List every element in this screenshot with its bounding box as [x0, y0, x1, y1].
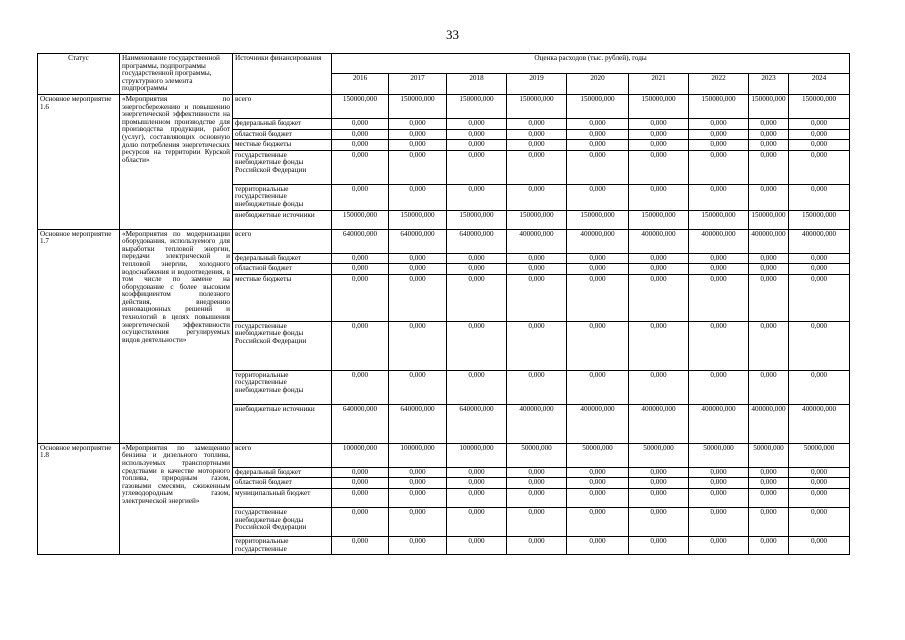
event-status: Основное мероприятие 1.8 — [38, 443, 120, 554]
header-year: 2019 — [507, 74, 567, 94]
expense-value: 0,000 — [447, 370, 507, 404]
expense-value: 150000,000 — [447, 94, 507, 118]
expense-value: 0,000 — [629, 370, 689, 404]
expense-value: 0,000 — [689, 118, 749, 129]
expense-value: 150000,000 — [749, 94, 789, 118]
expense-value: 0,000 — [389, 274, 447, 321]
expense-value: 0,000 — [749, 507, 789, 536]
expenditure-table — [37, 53, 850, 555]
expense-value: 150000,000 — [749, 210, 789, 229]
expense-value: 0,000 — [332, 488, 389, 507]
expense-value: 0,000 — [789, 370, 850, 404]
funding-source: областной бюджет — [233, 129, 332, 140]
expense-value: 0,000 — [749, 118, 789, 129]
expense-value: 0,000 — [507, 253, 567, 264]
expense-value: 0,000 — [507, 467, 567, 478]
expense-value: 0,000 — [749, 264, 789, 275]
expense-value: 50000,000 — [749, 443, 789, 467]
funding-source: внебюджетные источники — [233, 404, 332, 443]
table-row — [38, 94, 850, 118]
expense-value: 0,000 — [332, 274, 389, 321]
expense-value: 0,000 — [567, 274, 629, 321]
expense-value: 150000,000 — [332, 210, 389, 229]
expense-value: 0,000 — [629, 467, 689, 478]
header-estimate: Оценка расходов (тыс. рублей), годы — [332, 54, 850, 74]
expense-value: 0,000 — [332, 370, 389, 404]
expense-value: 0,000 — [447, 184, 507, 210]
expense-value: 640000,000 — [389, 229, 447, 253]
expense-value: 150000,000 — [629, 210, 689, 229]
event-status: Основное мероприятие 1.7 — [38, 229, 120, 443]
expense-value: 0,000 — [389, 118, 447, 129]
expense-value: 0,000 — [567, 507, 629, 536]
expense-value: 400000,000 — [567, 229, 629, 253]
expense-value: 50000,000 — [567, 443, 629, 467]
expense-value: 150000,000 — [789, 210, 850, 229]
funding-source: всего — [233, 443, 332, 467]
expense-value: 0,000 — [629, 321, 689, 370]
header-year: 2018 — [447, 74, 507, 94]
expense-value: 50000,000 — [629, 443, 689, 467]
expense-value: 0,000 — [689, 488, 749, 507]
expense-value: 400000,000 — [507, 229, 567, 253]
expense-value: 100000,000 — [389, 443, 447, 467]
expense-value: 150000,000 — [789, 94, 850, 118]
expense-value: 0,000 — [789, 140, 850, 151]
funding-source: местные бюджеты — [233, 140, 332, 151]
expense-value: 0,000 — [389, 264, 447, 275]
expense-value: 0,000 — [749, 274, 789, 321]
expense-value: 0,000 — [567, 118, 629, 129]
expense-value: 0,000 — [507, 264, 567, 275]
header-year: 2022 — [689, 74, 749, 94]
expense-value: 0,000 — [629, 140, 689, 151]
expense-value: 400000,000 — [689, 404, 749, 443]
header-year: 2020 — [567, 74, 629, 94]
expense-value: 0,000 — [689, 321, 749, 370]
expense-value: 0,000 — [789, 321, 850, 370]
expense-value: 0,000 — [689, 150, 749, 184]
expense-value: 150000,000 — [507, 94, 567, 118]
expense-value: 0,000 — [507, 140, 567, 151]
funding-source: областной бюджет — [233, 478, 332, 489]
expense-value: 0,000 — [789, 507, 850, 536]
expense-value: 0,000 — [332, 150, 389, 184]
expense-value: 150000,000 — [332, 94, 389, 118]
funding-source: территориальные государственные — [233, 536, 332, 554]
expense-value: 0,000 — [629, 264, 689, 275]
expense-value: 50000,000 — [789, 443, 850, 467]
expense-value: 0,000 — [789, 129, 850, 140]
expense-value: 0,000 — [507, 150, 567, 184]
event-name: «Мероприятия по энергосбережению и повышению энергетической эффективности на промышленном производстве для производства продукции, работ (услуг), составляющих основную долю потребления энергетических ресурсов на территории Курской области» — [120, 94, 233, 229]
expense-value: 0,000 — [749, 536, 789, 554]
expense-value: 0,000 — [567, 184, 629, 210]
expense-value: 0,000 — [389, 488, 447, 507]
expense-value: 0,000 — [332, 118, 389, 129]
header-year: 2021 — [629, 74, 689, 94]
expense-value: 0,000 — [567, 478, 629, 489]
expense-value: 0,000 — [447, 488, 507, 507]
funding-source: федеральный бюджет — [233, 253, 332, 264]
expense-value: 0,000 — [629, 478, 689, 489]
expense-value: 0,000 — [447, 150, 507, 184]
page-number: 33 — [446, 27, 459, 42]
expense-value: 0,000 — [689, 467, 749, 478]
expense-value: 0,000 — [567, 488, 629, 507]
expense-value: 0,000 — [507, 321, 567, 370]
expense-value: 0,000 — [332, 536, 389, 554]
expense-value: 50000,000 — [689, 443, 749, 467]
expense-value: 50000,000 — [507, 443, 567, 467]
expense-value: 0,000 — [389, 184, 447, 210]
header-name: Наименование государственной программы, подпрограммы государственной программы, структурного элемента подпрограммы — [120, 54, 233, 95]
expense-value: 0,000 — [447, 507, 507, 536]
table-row — [38, 229, 850, 253]
funding-source: областной бюджет — [233, 264, 332, 275]
expense-value: 0,000 — [629, 253, 689, 264]
expense-value: 400000,000 — [789, 229, 850, 253]
header-sources: Источники финансирования — [233, 54, 332, 95]
expense-value: 150000,000 — [389, 210, 447, 229]
expense-value: 0,000 — [629, 507, 689, 536]
expense-value: 0,000 — [689, 507, 749, 536]
expense-value: 0,000 — [689, 184, 749, 210]
expense-value: 0,000 — [447, 118, 507, 129]
expense-value: 0,000 — [389, 507, 447, 536]
expense-value: 0,000 — [507, 507, 567, 536]
header-row — [38, 54, 850, 74]
expense-value: 0,000 — [789, 253, 850, 264]
funding-source: всего — [233, 229, 332, 253]
expense-value: 0,000 — [507, 129, 567, 140]
expense-value: 0,000 — [749, 253, 789, 264]
expense-value: 0,000 — [689, 536, 749, 554]
funding-source: территориальные государственные внебюджетные фонды — [233, 184, 332, 210]
event-name: «Мероприятия по модернизации оборудования, используемого для выработки тепловой энергии, передачи электрической и тепловой энергии, холодного водоснабжения и водоотведения, в том числе по замене на оборудование с более высоким коэффициентом полезного действия, внедрению инновационных решений и технологий в целях повышения энергетической эффективности осуществления регулируемых видов деятельности» — [120, 229, 233, 443]
expense-value: 0,000 — [789, 536, 850, 554]
expense-value: 0,000 — [332, 321, 389, 370]
expense-value: 0,000 — [389, 129, 447, 140]
expense-value: 0,000 — [749, 488, 789, 507]
expense-value: 150000,000 — [689, 94, 749, 118]
expense-value: 0,000 — [789, 488, 850, 507]
expense-value: 0,000 — [332, 253, 389, 264]
expense-value: 0,000 — [749, 140, 789, 151]
expense-value: 0,000 — [389, 150, 447, 184]
expense-value: 150000,000 — [689, 210, 749, 229]
expense-value: 0,000 — [332, 264, 389, 275]
expense-value: 0,000 — [567, 129, 629, 140]
funding-source: государственные внебюджетные фонды Российской Федерации — [233, 321, 332, 370]
funding-source: федеральный бюджет — [233, 118, 332, 129]
expense-value: 0,000 — [749, 184, 789, 210]
expense-value: 0,000 — [389, 370, 447, 404]
expense-value: 0,000 — [389, 467, 447, 478]
expense-value: 0,000 — [507, 370, 567, 404]
expense-value: 0,000 — [789, 478, 850, 489]
expense-value: 0,000 — [567, 264, 629, 275]
expense-value: 400000,000 — [629, 404, 689, 443]
funding-source: внебюджетные источники — [233, 210, 332, 229]
expense-value: 0,000 — [389, 253, 447, 264]
expense-value: 400000,000 — [749, 229, 789, 253]
funding-source: федеральный бюджет — [233, 467, 332, 478]
expense-value: 0,000 — [789, 467, 850, 478]
expense-value: 0,000 — [567, 467, 629, 478]
expense-value: 0,000 — [447, 253, 507, 264]
expense-value: 0,000 — [507, 184, 567, 210]
expense-value: 0,000 — [689, 478, 749, 489]
expense-value: 0,000 — [629, 488, 689, 507]
expense-value: 0,000 — [749, 370, 789, 404]
expense-value: 0,000 — [567, 536, 629, 554]
expense-value: 150000,000 — [507, 210, 567, 229]
funding-source: муниципальный бюджет — [233, 488, 332, 507]
expense-value: 400000,000 — [629, 229, 689, 253]
expense-value: 400000,000 — [749, 404, 789, 443]
expense-value: 0,000 — [389, 536, 447, 554]
expense-value: 0,000 — [332, 184, 389, 210]
header-year: 2023 — [749, 74, 789, 94]
funding-source: местные бюджеты — [233, 274, 332, 321]
expense-value: 400000,000 — [567, 404, 629, 443]
header-status: Статус — [38, 54, 120, 95]
expense-value: 400000,000 — [689, 229, 749, 253]
expense-value: 0,000 — [789, 274, 850, 321]
expense-value: 0,000 — [332, 129, 389, 140]
expense-value: 0,000 — [749, 321, 789, 370]
expense-value: 400000,000 — [789, 404, 850, 443]
expense-value: 640000,000 — [447, 229, 507, 253]
expense-value: 0,000 — [332, 507, 389, 536]
expense-value: 0,000 — [689, 129, 749, 140]
expense-value: 640000,000 — [389, 404, 447, 443]
funding-source: государственные внебюджетные фонды Российской Федерации — [233, 150, 332, 184]
expense-value: 0,000 — [629, 118, 689, 129]
event-status: Основное мероприятие 1.6 — [38, 94, 120, 229]
expense-value: 0,000 — [507, 488, 567, 507]
expense-value: 0,000 — [507, 274, 567, 321]
expense-value: 0,000 — [629, 184, 689, 210]
expense-value: 0,000 — [789, 118, 850, 129]
expense-value: 0,000 — [389, 321, 447, 370]
expense-value: 0,000 — [789, 264, 850, 275]
expense-value: 150000,000 — [567, 94, 629, 118]
expense-value: 0,000 — [749, 129, 789, 140]
expense-value: 640000,000 — [332, 404, 389, 443]
expense-value: 400000,000 — [507, 404, 567, 443]
expense-value: 0,000 — [629, 536, 689, 554]
expense-value: 0,000 — [389, 140, 447, 151]
expense-value: 0,000 — [332, 478, 389, 489]
expense-value: 0,000 — [689, 140, 749, 151]
expense-value: 0,000 — [447, 129, 507, 140]
expense-value: 100000,000 — [332, 443, 389, 467]
expense-value: 150000,000 — [629, 94, 689, 118]
expense-value: 0,000 — [567, 370, 629, 404]
table-row — [38, 443, 850, 467]
expense-value: 0,000 — [447, 467, 507, 478]
expense-value: 0,000 — [689, 274, 749, 321]
expense-value: 0,000 — [567, 140, 629, 151]
expense-value: 0,000 — [447, 264, 507, 275]
expense-value: 0,000 — [447, 321, 507, 370]
expense-value: 0,000 — [447, 478, 507, 489]
expense-value: 0,000 — [567, 253, 629, 264]
expense-value: 640000,000 — [447, 404, 507, 443]
expense-value: 0,000 — [629, 129, 689, 140]
expense-value: 0,000 — [789, 150, 850, 184]
expense-value: 0,000 — [447, 140, 507, 151]
expense-value: 0,000 — [749, 467, 789, 478]
expense-value: 0,000 — [789, 184, 850, 210]
expense-value: 0,000 — [389, 478, 447, 489]
expense-value: 0,000 — [689, 264, 749, 275]
expense-value: 150000,000 — [567, 210, 629, 229]
funding-source: государственные внебюджетные фонды Российской Федерации — [233, 507, 332, 536]
funding-source: всего — [233, 94, 332, 118]
expense-value: 0,000 — [567, 321, 629, 370]
expense-value: 150000,000 — [389, 94, 447, 118]
expense-value: 0,000 — [629, 150, 689, 184]
header-year: 2024 — [789, 74, 850, 94]
expense-value: 0,000 — [629, 274, 689, 321]
funding-source: территориальные государственные внебюджетные фонды — [233, 370, 332, 404]
event-name: «Мероприятия по замещению бензина и дизельного топлива, используемых транспортными средствами в качестве моторного топлива, природным газом, газовыми смесями, сжиженным углеводородным газом, электрической энергией» — [120, 443, 233, 554]
expense-value: 0,000 — [507, 118, 567, 129]
header-year: 2017 — [389, 74, 447, 94]
expense-value: 0,000 — [689, 253, 749, 264]
expense-value: 100000,000 — [447, 443, 507, 467]
expense-value: 640000,000 — [332, 229, 389, 253]
header-year: 2016 — [332, 74, 389, 94]
expense-value: 150000,000 — [447, 210, 507, 229]
expense-value: 0,000 — [507, 536, 567, 554]
expense-value: 0,000 — [447, 536, 507, 554]
expense-value: 0,000 — [507, 478, 567, 489]
expense-value: 0,000 — [749, 478, 789, 489]
expense-value: 0,000 — [332, 467, 389, 478]
expense-value: 0,000 — [567, 150, 629, 184]
expense-value: 0,000 — [447, 274, 507, 321]
expense-value: 0,000 — [332, 140, 389, 151]
expense-value: 0,000 — [749, 150, 789, 184]
expense-value: 0,000 — [689, 370, 749, 404]
